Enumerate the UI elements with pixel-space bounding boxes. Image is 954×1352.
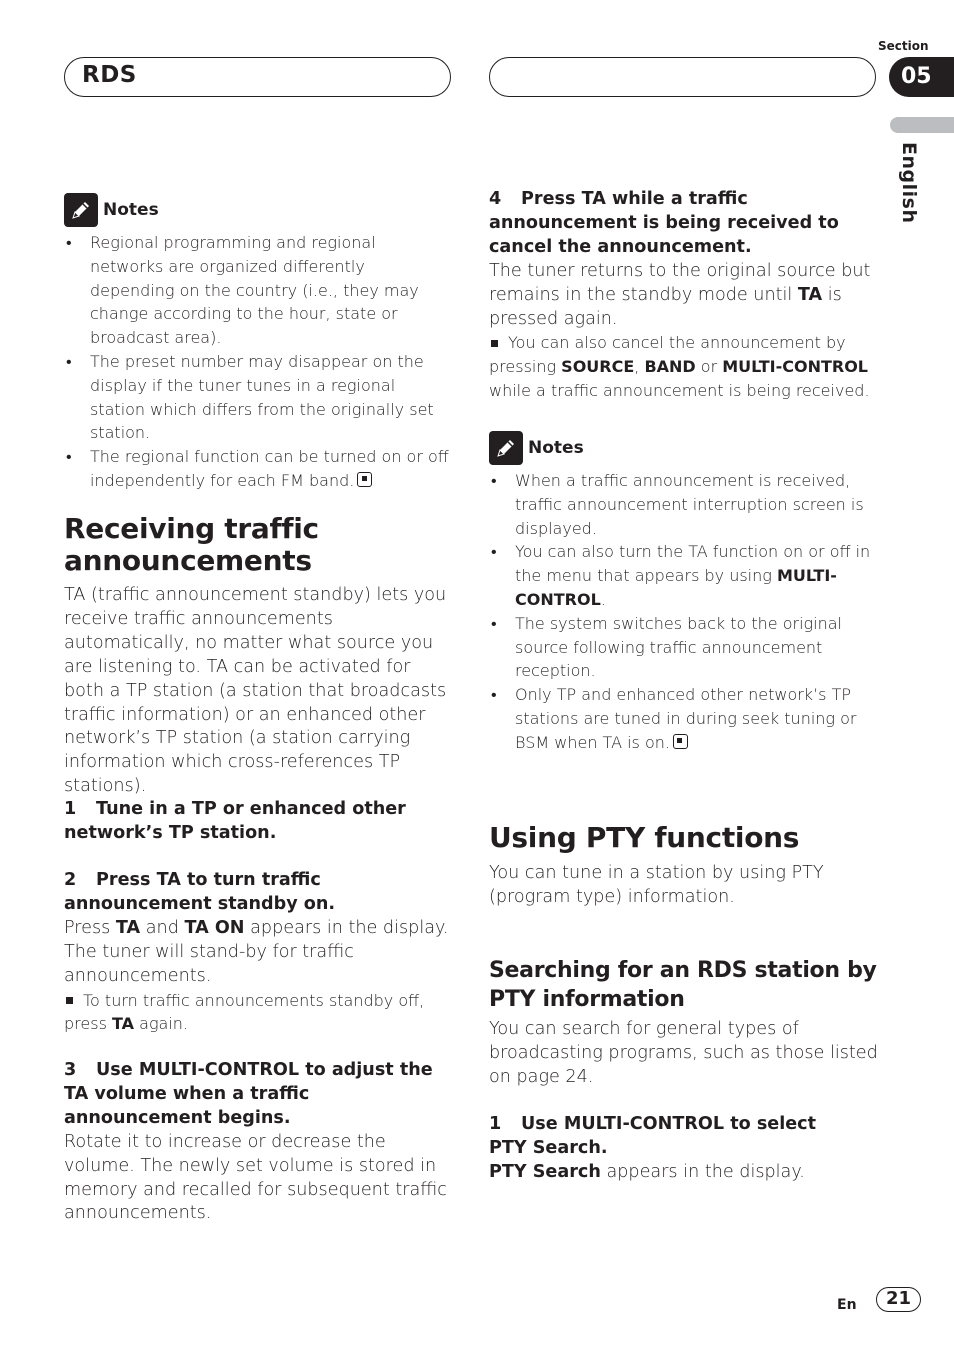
notes-header — [489, 431, 877, 465]
section-number-badge: 05 — [889, 57, 954, 97]
intro-paragraph: TA (traffic announcement standby) lets you receive traffic announcements automatically, no matter what source you are listening to. TA can be activated for both a TP station (a station that broadcasts traffic information) or an enhanced other network’s TP station (a station carrying information which cross-references TP stations). — [64, 585, 447, 797]
pencil-icon — [64, 193, 98, 227]
section-heading: Receiving traffic announcements — [64, 512, 319, 577]
section-heading: Using PTY functions — [489, 821, 800, 854]
step-title-cont: PTY Search. — [489, 1137, 608, 1158]
step-tip: To turn traffic announcements standby off, press TA again. — [64, 990, 425, 1034]
step-body: Rotate it to increase or decrease the volume. The newly set volume is stored in memory and recalled for subsequent traffic announcements. — [64, 1131, 447, 1224]
language-code: En — [837, 1297, 857, 1313]
section-label: Section — [878, 39, 929, 53]
square-bullet-icon — [491, 340, 498, 347]
step-title: Press TA while a traffic announcement is being received to cancel the announcement. — [489, 189, 839, 257]
subsection-paragraph: You can search for general types of broadcasting programs, such as those listed on page 24. — [489, 1019, 878, 1087]
list-item: • When a traffic announcement is received, traffic announcement interruption screen is displayed. — [491, 471, 864, 538]
notes-list — [489, 469, 877, 755]
header-bar-right — [489, 57, 876, 97]
page-number: 21 — [876, 1287, 921, 1312]
step-1-pty: 1 Use MULTI-CONTROL to select PTY Search. PTY Search appears in the display. — [489, 1113, 877, 1185]
subsection-heading: Searching for an RDS station by PTY information — [489, 958, 877, 1012]
end-mark-icon — [673, 734, 688, 749]
step-1: 1 Tune in a TP or enhanced other network’s TP station. — [64, 799, 406, 843]
language-label: English — [898, 142, 920, 224]
list-item: • The regional function can be turned on or off independently for each FM band. — [66, 447, 449, 490]
right-notes — [489, 431, 877, 755]
end-mark-icon — [357, 472, 372, 487]
list-item: • The preset number may disappear on the display if the tuner tunes in a regional station which differs from the originally set station. — [66, 351, 434, 443]
notes-list — [64, 231, 452, 493]
notes-title: Notes — [528, 438, 584, 458]
chapter-label: RDS — [82, 62, 137, 88]
notes-header — [64, 193, 452, 227]
pencil-icon — [489, 431, 523, 465]
list-item: • The system switches back to the original source following traffic announcement reception. — [491, 613, 842, 681]
step-tip: You can also cancel the announcement by pressing SOURCE, BAND or MULTI-CONTROL while a traffic announcement is being received. — [489, 333, 870, 401]
language-tab — [890, 117, 954, 133]
step-title: Use MULTI-CONTROL to adjust the TA volume when a traffic announcement begins. — [64, 1060, 433, 1128]
step-title: Use MULTI-CONTROL to select — [521, 1114, 817, 1134]
square-bullet-icon — [66, 997, 73, 1004]
list-item: • You can also turn the TA function on or off in the menu that appears by using MULTI-CONTROL. — [491, 542, 871, 609]
list-item: • Regional programming and regional networks are organized differently depending on the country (i.e., they may change according to the hour, state or broadcast area). — [66, 233, 419, 348]
step-2: 2 Press TA to turn traffic announcement standby on. Press TA and TA ON appears in the display. The tuner will stand-by for traffic announcements. To turn traffic announcements standby off, press TA again. — [64, 869, 452, 1036]
step-title: Tune in a TP or enhanced other network’s TP station. — [64, 799, 406, 843]
notes-title: Notes — [103, 200, 159, 220]
step-body: PTY Search appears in the display. — [489, 1161, 805, 1182]
intro-paragraph: You can tune in a station by using PTY (program type) information. — [489, 863, 824, 907]
step-title: Press TA to turn traffic announcement standby on. — [64, 870, 336, 914]
step-body: The tuner returns to the original source but remains in the standby mode until TA is pressed again. — [489, 260, 871, 329]
step-4: 4 Press TA while a traffic announcement is being received to cancel the announcement. The tuner returns to the original source but remains in the standby mode until TA is pressed again. You can also cancel the announcement by pressing SOURCE, BAND or MULTI-CONTROL while a traffic announcement is being received. — [489, 188, 877, 403]
left-column — [64, 193, 452, 493]
chapter-header-bar — [64, 57, 451, 97]
list-item: • Only TP and enhanced other network’s TP stations are tuned in during seek tuning or BSM when TA is on. — [491, 685, 857, 752]
step-body: Press TA and TA ON appears in the display. The tuner will stand-by for traffic announcements. — [64, 917, 449, 986]
step-3: 3 Use MULTI-CONTROL to adjust the TA volume when a traffic announcement begins. Rotate it to increase or decrease the volume. The newly set volume is stored in memory and recalled for subsequent traffic announcements. — [64, 1059, 452, 1226]
